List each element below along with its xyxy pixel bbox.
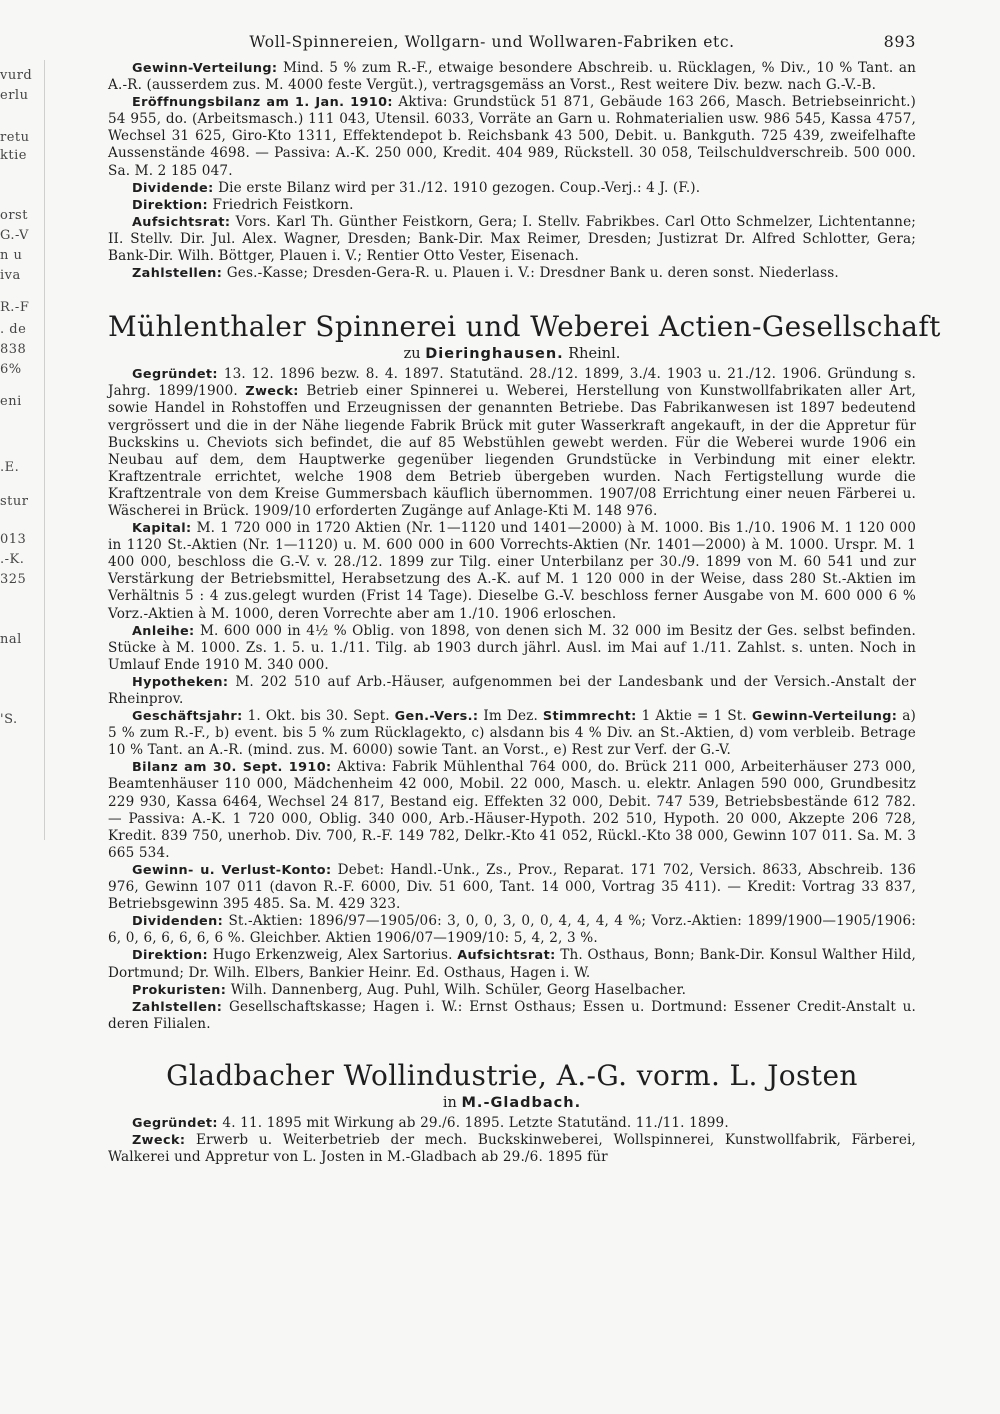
entry-paragraph [108,623,916,674]
margin-fragment: eni [0,394,22,409]
field-text: M. 600 000 in 4½ % Oblig. von 1898, von denen sich M. 32 000 im Besitz der Ges. selbst befinden. Stücke à M. 1000. Zs. 1. 5. u. 1./11. Tilg. ab 1903 durch jährl. Ausl. im Mai auf 1./11. Zahlst. s. unten. Noch in Umlauf Ende 1910 M. 340 000. [108,622,916,673]
location-region: Rheinl. [568,346,621,363]
field-label: Kapital: [132,521,192,537]
field-label: Aufsichtsrat: [132,214,231,230]
margin-fragment: 325 [0,572,27,587]
margin-fragment: ktie [0,148,27,163]
entry-paragraph [108,366,916,520]
entry-paragraph [108,520,916,623]
field-label: Eröffnungsbilanz am 1. Jan. 1910: [132,95,393,111]
field-text: Vors. Karl Th. Günther Feistkorn, Gera; I. Stellv. Fabrikbes. Carl Otto Schmelzer, Lichtentanne; II. Stellv. Dir. Jul. Alex. Wagner, Dresden; Bank-Dir. Max Reimer, Dresden; Justizrat Dr. Alfred Schlotter, Gera; Bank-Dir. Wilh. Böttger, Plauen i. V.; Rentier Otto Vester, Eisenach. [108,213,916,265]
margin-fragment: .-K. [0,552,25,567]
field-text: Im Dez. [478,708,543,725]
margin-fragment: 013 [0,532,27,547]
field-label: Dividenden: [132,914,224,930]
field-text: Erwerb u. Weiterbetrieb der mech. Buckskinweberei, Wollspinnerei, Kunstwollfabrik, Färberei, Walkerei und Appretur von L. Josten in M.-Gladbach ab 29./6. 1895 für [108,1131,916,1166]
field-label: Direktion: [132,197,209,213]
field-label: Zahlstellen: [132,266,223,282]
running-head-title: Woll-Spinnereien, Wollgarn- und Wollwaren-Fabriken etc. [249,33,735,51]
field-text: St.-Aktien: 1896/97—1905/06: 3, 0, 0, 3, 0, 0, 4, 4, 4, 4 %; Vorz.-Aktien: 1899/1900—1905/1906: 6, 0, 6, 6, 6, 6, 6 %. Gleichber. Aktien 1906/07—1909/10: 5, 4, 2, 3 %. [108,913,916,947]
field-text: Aktiva: Grundstück 51 871, Gebäude 163 266, Masch. Betriebseinricht.) 54 955, do. (Arbeitsmasch.) 111 043, Utensil. 6033, Vorräte an Garn u. Rohmaterialien usw. 986 545, Kassa 4757, Wechsel 31 625, Giro-Kto 1311, Effektendepot b. Reichsbank 43 500, Debit. u. Bankguth. 725 439, zweifelhafte Aussenstände 4698. — Passiva: A.-K. 250 000, Kredit. 404 989, Rückstell. 30 058, Teilschuldverschreib. 500 000. Sa. M. 2 185 047. [108,94,916,179]
field-text: Debet: Handl.-Unk., Zs., Prov., Reparat. 171 702, Versich. 8633, Abschreib. 136 976, Gewinn 107 011 (davon R.-F. 6000, Div. 51 600, Tant. 14 000, Vortrag 35 411). — Kredit: Vortrag 33 837, Betriebsgewinn 395 485. Sa. M. 429 323. [108,861,916,913]
field-text: 1. Okt. bis 30. Sept. [242,708,395,725]
margin-fragment: 838 [0,342,27,357]
field-label: Anleihe: [132,623,195,639]
field-text: 4. 11. 1895 mit Wirkung ab 29./6. 1895. Letzte Statutänd. 11./11. 1899. [217,1114,729,1131]
location-prefix: zu [403,346,421,363]
company-location-muehlenthal [108,344,916,364]
entry-paragraph [108,94,916,179]
field-label: Gewinn-Verteilung: [751,709,898,725]
field-text: M. 1 720 000 in 1720 Aktien (Nr. 1—1120 und 1401—2000) à M. 1000. Bis 1./10. 1906 M. 1 120 000 in 1120 St.-Aktien (Nr. 1—1120) u. M. 600 000 in 600 Vorrechts-Aktien (Nr. 1401—2000) à M. 1000. Urspr. M. 1 400 000, beschloss die G.-V. v. 28./12. 1899 zur Tilg. einer Unterbilanz per 30./9. 1899 von M. 60 541 und zur Verstärkung der Betriebsmittel, Herabsetzung des A.-K. auf M. 1 120 000 in der Weise, dass 280 St.-Aktien im Verhältnis 5 : 4 zus.gelegt wurden (Frist 14 Tage). Dieselbe G.-V. beschloss ferner Ausgabe von M. 600 000 6 % Vorz.-Aktien à M. 1000, deren Vorrechte aber am 1./10. 1906 erloschen. [108,520,916,622]
field-text: Hugo Erkenzweig, Alex Sartorius. [208,947,458,964]
margin-fragment: 'S. [0,712,18,727]
field-text: M. 202 510 auf Arb.-Häuser, aufgenommen bei der Landesbank und der Versich.-Anstalt der Rheinprov. [108,673,916,707]
field-text: Ges.-Kasse; Dresden-Gera-R. u. Plauen i. V.: Dresdner Bank u. deren sonst. Niederlass. [222,265,839,282]
field-label: Gegründet: [132,367,218,383]
margin-fragment: orst [0,208,28,223]
company-location-gladbacher [108,1093,916,1113]
entry-paragraph [108,947,916,981]
left-margin-bleed [0,60,45,840]
location-place: Dieringhausen. [425,346,564,363]
entry-paragraph [108,197,916,214]
running-head [108,32,916,60]
field-label: Dividende: [132,180,214,196]
location-place: M.-Gladbach. [461,1094,582,1111]
field-label: Geschäftsjahr: [132,709,243,725]
location-prefix: in [442,1094,457,1111]
entry-paragraph [108,759,916,862]
field-label: Zahlstellen: [132,999,223,1015]
field-label: Gewinn- u. Verlust-Konto: [132,862,332,878]
field-label: Bilanz am 30. Sept. 1910: [132,760,332,776]
field-text: 13. 12. 1896 bezw. 8. 4. 1897. Statutänd. 28./12. 1899, 3./4. 1903 u. 21./12. 1906. Gründung s. Jahrg. 1899/1900. [108,366,916,400]
section-continuation [108,60,916,282]
margin-fragment: . de [0,322,27,337]
field-label: Gewinn-Verteilung: [132,61,278,76]
margin-fragment: stur [0,494,29,509]
entry-paragraph [108,265,916,282]
company-entry-muehlenthal [108,366,916,1033]
margin-fragment: vurd [0,68,33,83]
company-heading-gladbacher: Gladbacher Wollindustrie, A.-G. vorm. L. Josten [166,1058,858,1092]
field-label: Gen.-Vers.: [394,709,479,725]
entry-paragraph [108,674,916,708]
field-text: Wilh. Dannenberg, Aug. Puhl, Wilh. Schüler, Georg Haselbacher. [226,981,687,998]
margin-fragment: nal [0,632,22,647]
entry-paragraph [108,60,916,94]
entry-paragraph [108,180,916,197]
entry-paragraph [108,1132,916,1166]
margin-fragment: 6% [0,362,22,377]
entry-paragraph [108,999,916,1033]
margin-fragment: retu [0,130,30,145]
field-text: Gesellschaftskasse; Hagen i. W.: Ernst Osthaus; Essen u. Dortmund: Essener Credit-Anstalt u. deren Filialen. [108,998,916,1032]
field-label: Zweck: [245,384,299,400]
margin-fragment: .E. [0,460,20,475]
margin-fragment: iva [0,268,21,283]
field-text: Betrieb einer Spinnerei u. Weberei, Herstellung von Kunstwollfabrikaten aller Art, sowie Handel in Rohstoffen und Erzeugnissen der genannten Betriebe. Das Fabrikanwesen ist 1897 bedeutend vergrössert und die in der Nähe liegende Fabrik Brück mit guter Wasserkraft angekauft, in der die Appretur für Buckskins u. Cheviots sich befindet, die auf 85 Webstühlen gewebt werden. Für die Weberei wurde 1906 ein Neubau auf dem, dem Hauptwerke gegenüber liegenden Grundstücke in Verbindung mit einer elektr. Kraftzentrale errichtet, welche 1908 dem Betrieb übergeben wurden. Nach Fertigstellung wurde die Kraftzentrale von dem Kreise Gummersbach käuflich übernommen. 1907/08 Errichtung einer neuen Färberei u. Wäscherei in Brück. 1909/10 erforderten Zugänge auf Anlage-Kti M. 148 976. [108,383,917,519]
page-content [108,32,941,1166]
field-text: Aktiva: Fabrik Mühlenthal 764 000, do. Brück 211 000, Arbeiterhäuser 273 000, Beamtenhäuser 110 000, Mädchenheim 42 000, Mobil. 22 000, Masch. u. elektr. Anlagen 590 000, Grundbesitz 229 930, Kassa 6464, Wechsel 24 817, Bestand eig. Effekten 32 000, Debit. 747 539, Betriebsbestände 612 782. — Passiva: A.-K. 1 720 000, Oblig. 340 000, Arb.-Häuser-Hypoth. 202 510, Hypoth. 20 000, Akzepte 206 728, Kredit. 839 750, unerhob. Div. 700, R.-F. 149 782, Delkr.-Kto 41 052, Rückl.-Kto 38 000, Gewinn 107 011. Sa. M. 3 665 534. [108,759,916,861]
margin-fragment: G.-V [0,228,29,243]
entry-paragraph [108,1115,916,1132]
company-entry-gladbacher [108,1115,916,1166]
field-text: Die erste Bilanz wird per 31./12. 1910 gezogen. Coup.-Verj.: 4 J. (F.). [213,179,701,196]
field-label: Gegründet: [132,1115,218,1131]
field-label: Zweck: [132,1132,186,1148]
field-text: 1 Aktie = 1 St. [636,708,752,725]
entry-paragraph [108,982,916,999]
field-text: Friedrich Feistkorn. [208,196,354,213]
field-label: Aufsichtsrat: [457,948,556,964]
field-label: Stimmrecht: [542,709,637,725]
margin-fragment: n u [0,248,23,263]
page-number: 893 [883,32,916,51]
field-label: Prokuristen: [132,982,227,998]
field-text: Th. Osthaus, Bonn; Bank-Dir. Konsul Walther Hild, Dortmund; Dr. Wilh. Elbers, Bankier Heinr. Ed. Osthaus, Hagen i. W. [108,947,916,981]
field-label: Direktion: [132,948,209,964]
entry-paragraph [108,913,916,947]
field-label: Hypotheken: [132,674,229,690]
entry-paragraph [108,708,916,759]
margin-fragment: erlu [0,88,29,103]
field-text: Mind. 5 % zum R.-F., etwaige besondere Abschreib. u. Rücklagen, % Div., 10 % Tant. an A.-R. (ausserdem zus. M. 4000 feste Vergüt.), vertragsgemäss an Vorst., Rest weitere Div. bezw. nach G.-V.-B. [108,60,916,94]
margin-fragment: R.-F [0,300,30,315]
entry-paragraph [108,862,916,913]
entry-paragraph [108,214,916,265]
field-text: a) 5 % zum R.-F., b) event. bis 5 % zum Rücklagekto, c) alsdann bis 4 % Div. an St.-Aktien, d) vom verbleib. Betrage 10 % Tant. an A.-R. (mind. zus. M. 6000) sowie Tant. an Vorst., e) Rest zur Verf. der G.-V. [108,708,916,759]
company-heading-muehlenthal: Mühlenthaler Spinnerei und Weberei Actien-Gesellschaft [108,310,941,344]
